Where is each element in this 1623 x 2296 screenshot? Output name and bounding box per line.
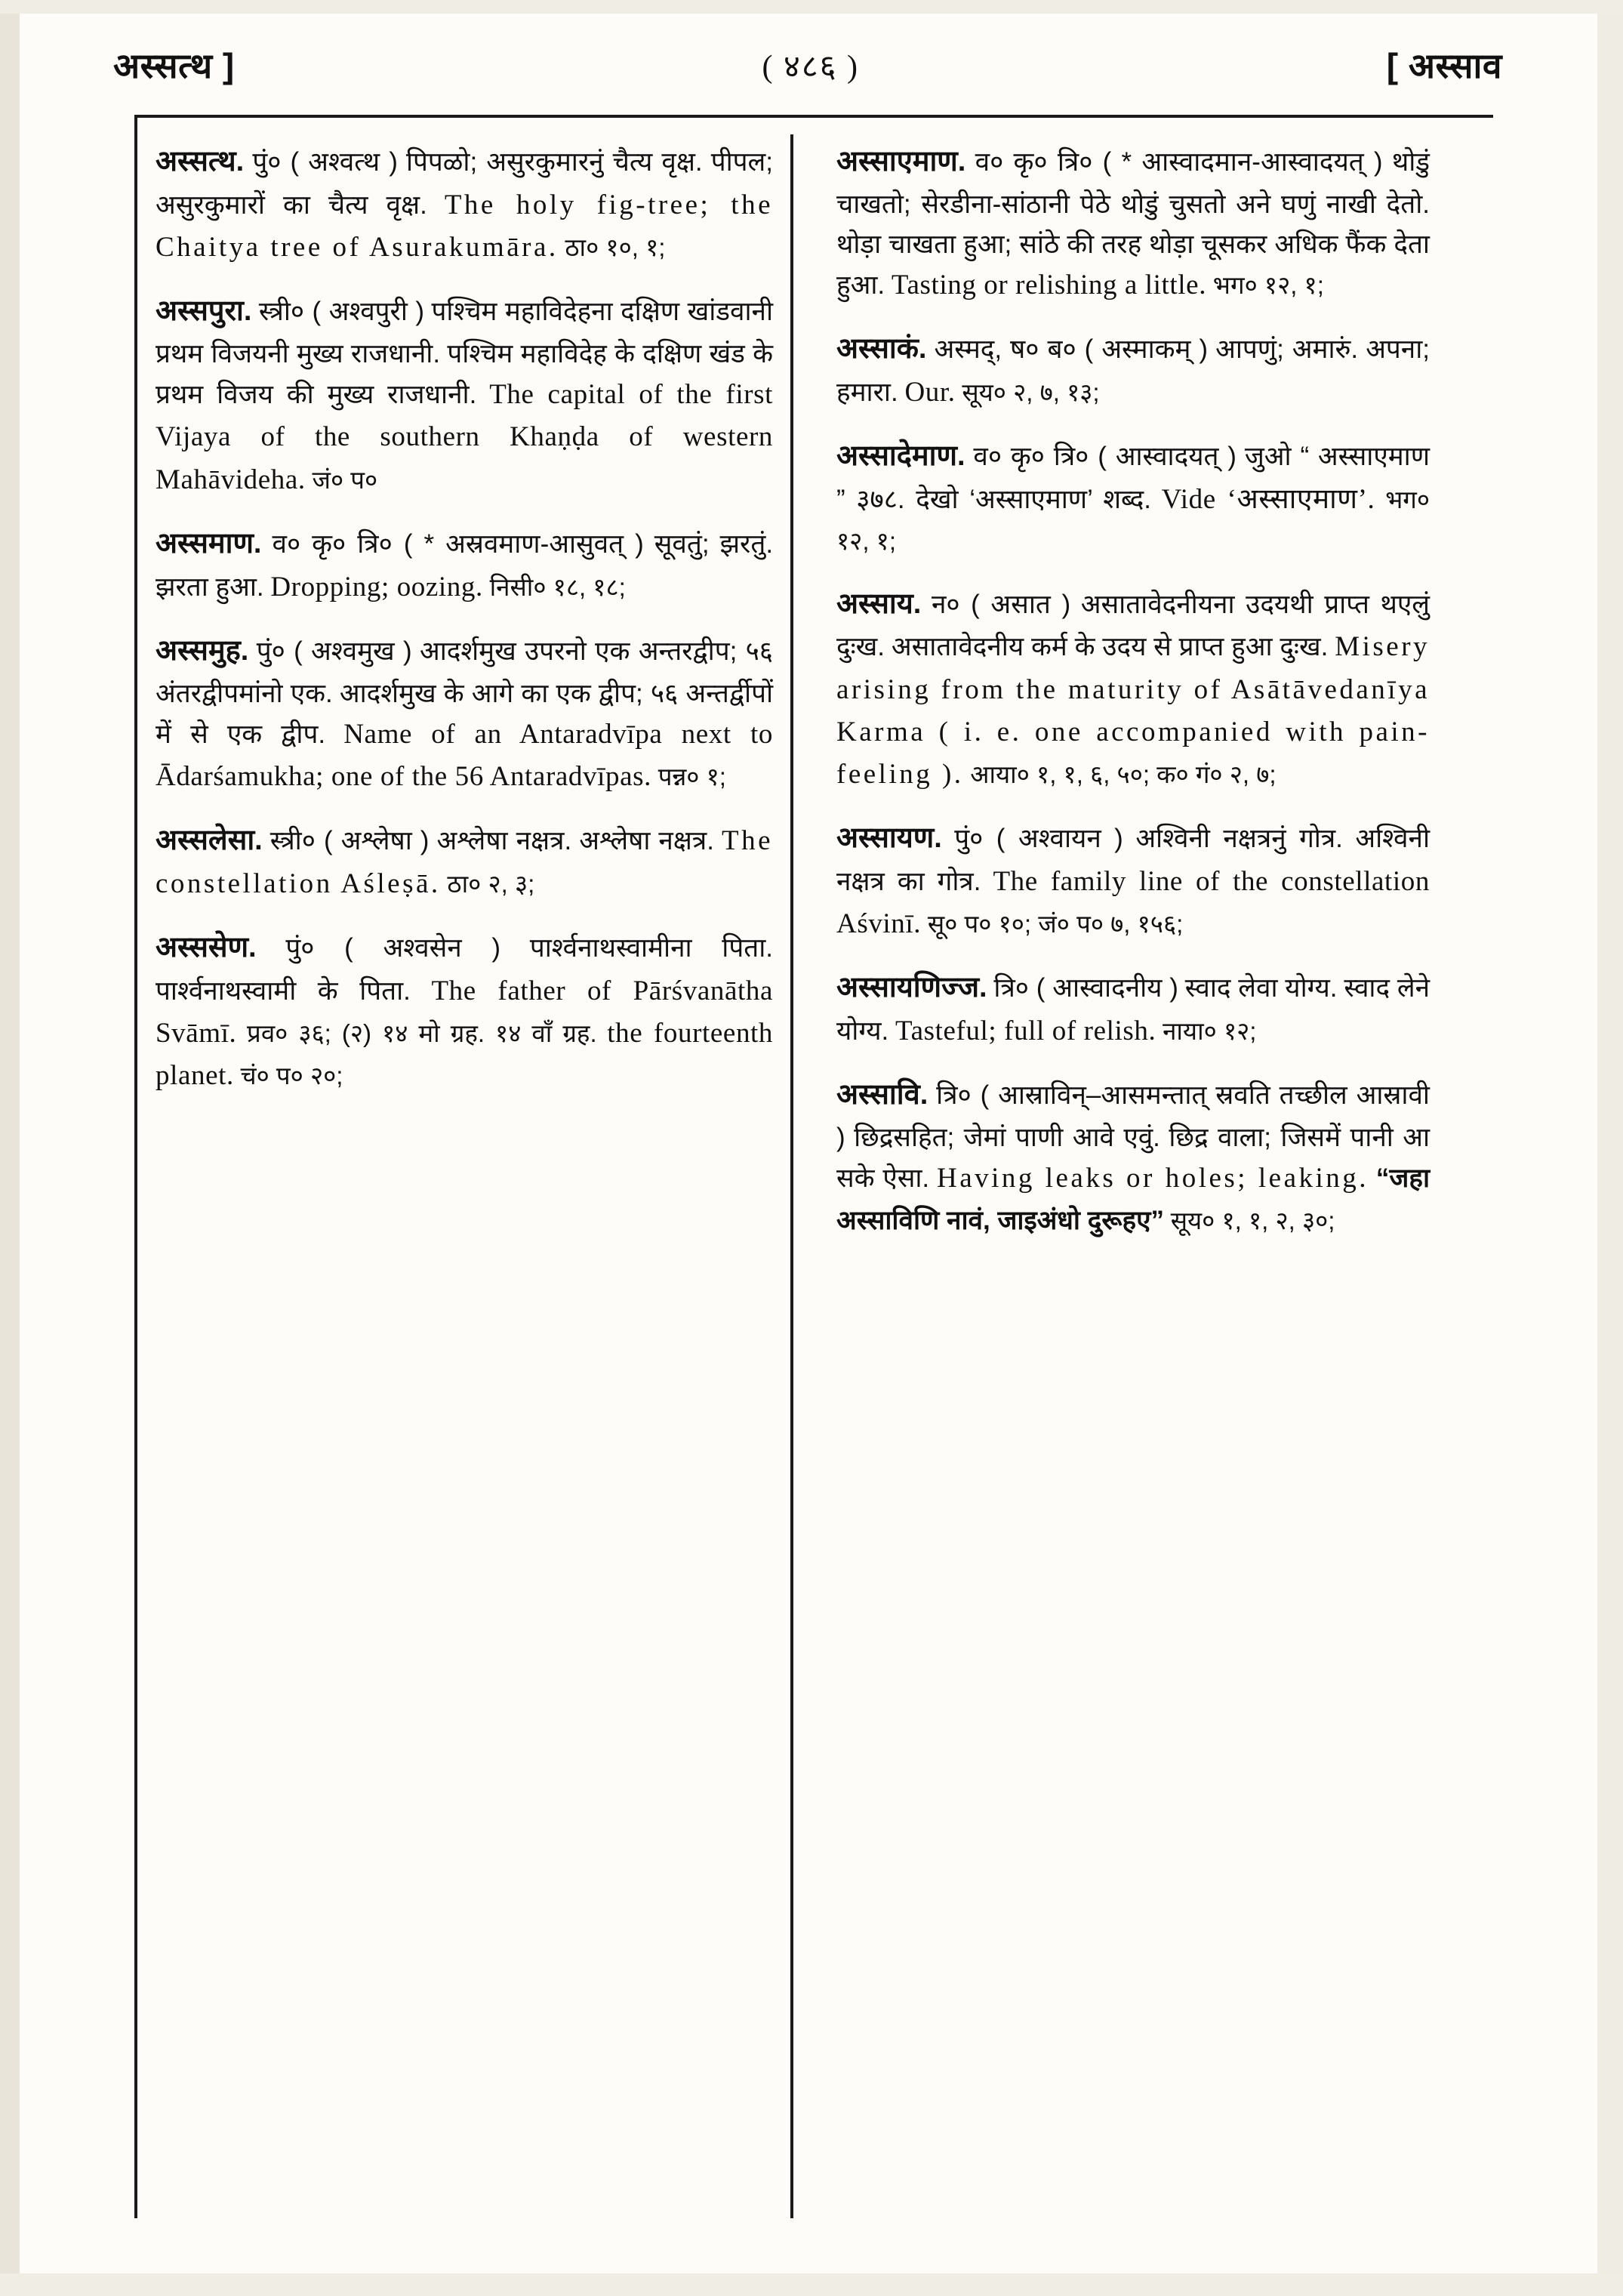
entry-grammar: त्रि० ( आस्राविन्–आसमन्तात् स्रवति तच्छील आस्रावी ) — [836, 1080, 1430, 1153]
entry-reference: ठा० २, ३; — [447, 870, 535, 898]
entry-english: Misery arising from the maturity of Asātāvedanīya Karma ( i. e. one accompanied with pain-feeling ). — [836, 631, 1431, 790]
entry-grammar: व० कृ० त्रि० ( आस्वादयत् ) — [973, 442, 1236, 472]
entry-gujarati: सूवतुं; — [654, 529, 710, 559]
entry-grammar: व० कृ० त्रि० ( * आस्वादमान-आस्वादयत् ) — [975, 147, 1383, 177]
entry-grammar: स्त्री० ( अश्वपुरी ) — [258, 297, 425, 327]
left-column — [134, 140, 791, 2217]
entry-hindi: छिद्र वाला; जिसमें पानी आ सके ऐसा. — [836, 1123, 1431, 1194]
entry-headword: अस्सायणिज्ज. — [836, 972, 987, 1004]
entry-headword: अस्सायण. — [836, 822, 942, 855]
entry-english: Having leaks or holes; leaking. — [936, 1163, 1369, 1194]
entry-reference: भग० १२, १; — [836, 485, 1431, 556]
entry-headword: अस्ससेण. — [156, 932, 257, 964]
dictionary-entry — [836, 435, 1430, 561]
entry-reference: प्रव० ३६; (२) १४ मो ग्रह. १४ वाँ ग्रह. — [247, 1019, 597, 1048]
entry-headword: अस्साकं. — [836, 333, 927, 365]
dictionary-entry — [836, 583, 1430, 797]
entry-grammar: न० ( असात ) — [931, 589, 1071, 619]
dictionary-entry — [836, 1074, 1430, 1240]
dictionary-entry — [156, 522, 773, 609]
text-body — [134, 140, 1493, 2217]
entry-quotation: “जहा अस्साविणि नावं, जाइअंधो दुरूहए” — [836, 1163, 1431, 1235]
entry-english: The capital of the first Vijaya of the southern Khaṇḍa of western Mahāvideha. — [156, 379, 773, 495]
entry-grammar: पुं० ( अश्वत्थ ) — [252, 147, 398, 177]
entry-english: Tasting or relishing a little. — [891, 270, 1207, 301]
dictionary-entry — [836, 140, 1430, 307]
entry-reference: नाया० १२; — [1163, 1017, 1257, 1046]
entry-hindi: झरतुं. झरता हुआ. — [156, 529, 774, 602]
scan-edge-top — [0, 0, 1623, 14]
entry-reference-secondary: चं० प० २०; — [240, 1062, 343, 1090]
entry-gujarati: असातावेदनीयना उदयथी प्राप्त थएलुं दुःख. — [836, 589, 1430, 662]
entry-headword: अस्सत्थ. — [156, 146, 245, 177]
scan-edge-right — [1597, 0, 1623, 2296]
entry-english: Name of an Antaradvīpa next to Ādarśamukha; one of the 56 Antaradvīpas. — [156, 718, 773, 793]
entry-hindi: पश्चिम महाविदेह के दक्षिण खंड के प्रथम विजय की मुख्य राजधानी. — [156, 338, 774, 410]
entry-gujarati: अश्लेषा नक्षत्र. — [436, 826, 572, 856]
running-head-left: अस्सत्थ ] — [113, 46, 235, 85]
entry-grammar: पुं० ( अश्वमुख ) — [256, 636, 412, 666]
entry-headword: अस्साय. — [836, 587, 922, 620]
entry-headword: अस्समुह. — [156, 634, 249, 667]
entry-hindi: पीपल; असुरकुमारों का चैत्य वृक्ष. — [156, 147, 774, 220]
entry-headword: अस्समाण. — [156, 527, 262, 559]
running-head — [113, 35, 1502, 95]
scan-edge-left — [0, 0, 20, 2296]
entry-gujarati: आदर्शमुख उपरनो एक अन्तरद्वीप; ५६ अंतरद्वीपमांनो एक. — [156, 636, 774, 708]
entry-headword: अस्सादेमाण. — [836, 440, 965, 473]
entry-hindi: स्वाद लेने योग्य. — [836, 973, 1431, 1046]
entry-reference: ठा० १०, १; — [565, 233, 666, 261]
entry-reference: सूय० १, १, २, ३०; — [1170, 1206, 1335, 1234]
dictionary-entry — [156, 290, 773, 501]
entry-grammar: अस्मद्, ष० ब० ( अस्माकम् ) — [934, 334, 1209, 365]
entry-headword: अस्सलेसा. — [156, 824, 263, 857]
entry-english-secondary: the fourteenth planet. — [156, 1018, 774, 1092]
entry-gujarati: जुओ “ अस्साएमाण ” ३७८. देखो ‘अस्साएमाण’ शब्द. — [836, 442, 1431, 515]
entry-hindi: अश्विनी नक्षत्र का गोत्र. — [836, 824, 1431, 896]
running-head-right: [ अस्साव — [1386, 46, 1502, 85]
entry-hindi: अपना; हमारा. — [836, 334, 1431, 408]
entry-grammar: व० कृ० त्रि० ( * अस्रवमाण-आसुवत् ) — [272, 529, 644, 559]
entry-gujarati: स्वाद लेवा योग्य. — [1184, 973, 1338, 1003]
entry-hindi: पार्श्वनाथस्वामी के पिता. — [156, 975, 411, 1006]
entry-english: Vide ‘अस्साएमाण’. — [1161, 484, 1375, 516]
entry-reference: पन्न० १; — [658, 763, 726, 791]
entry-hindi: अश्लेषा नक्षत्र. — [579, 826, 714, 856]
entry-reference: सू० प० १०; जं० प० ७, १५६; — [927, 910, 1184, 938]
entry-reference: आया० १, १, ६, ५०; क० गं० २, ७; — [970, 760, 1277, 788]
entry-english: Our. — [904, 377, 956, 408]
entry-gujarati: थोडुं चाखतो; सेरडीना-सांठानी पेठे थोडुं चुसतो अने घणुं नाखी देतो. — [836, 147, 1431, 219]
entry-gujarati: छिद्रसहित; जेमां पाणी आवे एवुं. — [854, 1123, 1160, 1153]
entry-headword: अस्साएमाण. — [836, 146, 966, 177]
entry-reference: सूय० २, ७, १३; — [962, 378, 1100, 407]
entry-english: The father of Pārśvanātha Svāmī. — [156, 975, 773, 1049]
entry-hindi: असातावेदनीय कर्म के उदय से प्राप्त हुआ दुःख. — [891, 632, 1329, 662]
entry-grammar: पुं० ( अश्वसेन ) — [285, 933, 501, 963]
dictionary-entry — [156, 926, 773, 1097]
dictionary-entry — [836, 328, 1430, 414]
page-number: ( ४८६ ) — [762, 49, 860, 85]
scan-edge-bottom — [0, 2273, 1623, 2296]
entry-gujarati: आपणुं; अमारुं. — [1215, 334, 1359, 365]
entry-gujarati: पिपळो; असुरकुमारनुं चैत्य वृक्ष. — [405, 147, 703, 177]
right-column — [791, 140, 1448, 2217]
entry-hindi: आदर्शमुख के आगे का एक द्वीप; ५६ अन्तर्द्वीपों में से एक द्वीप. — [156, 678, 774, 749]
entry-english: Dropping; oozing. — [270, 571, 483, 603]
entry-gujarati: पश्चिम महाविदेहना दक्षिण खांडवानी प्रथम विजयनी मुख्य राजधानी. — [156, 297, 774, 368]
entry-headword: अस्सपुरा. — [156, 295, 252, 328]
entry-grammar: पुं० ( अश्वायन ) — [954, 824, 1123, 854]
entry-english: The holy fig-tree; the Chaitya tree of Asurakumāra. — [156, 189, 774, 263]
dictionary-entry — [836, 966, 1430, 1052]
entry-headword: अस्सावि. — [836, 1079, 929, 1111]
dictionary-entry — [156, 140, 773, 269]
entry-grammar: त्रि० ( आस्वादनीय ) — [993, 973, 1178, 1003]
entry-grammar: स्त्री० ( अश्लेषा ) — [269, 826, 430, 856]
dictionary-entry — [156, 630, 773, 798]
dictionary-entry — [836, 817, 1430, 945]
dictionary-entry — [156, 819, 773, 905]
entry-gujarati: पार्श्वनाथस्वामीना पिता. — [529, 933, 773, 963]
entry-reference: निसी० १८, १८; — [489, 572, 626, 601]
header-rule — [134, 115, 1493, 118]
entry-reference: जं० प० — [312, 465, 378, 494]
entry-reference: भग० १२, १; — [1212, 271, 1324, 300]
entry-hindi: थोड़ा चाखता हुआ; सांठे की तरह थोड़ा चूसकर अधिक फैंक देता हुआ. — [836, 229, 1430, 300]
entry-english: Tasteful; full of relish. — [895, 1015, 1156, 1047]
entry-gujarati: अश्विनी नक्षत्रनुं गोत्र. — [1135, 824, 1343, 854]
entry-english: The constellation Aśleṣā. — [156, 825, 773, 899]
entry-english: The family line of the constellation Aśvinī. — [836, 865, 1430, 940]
